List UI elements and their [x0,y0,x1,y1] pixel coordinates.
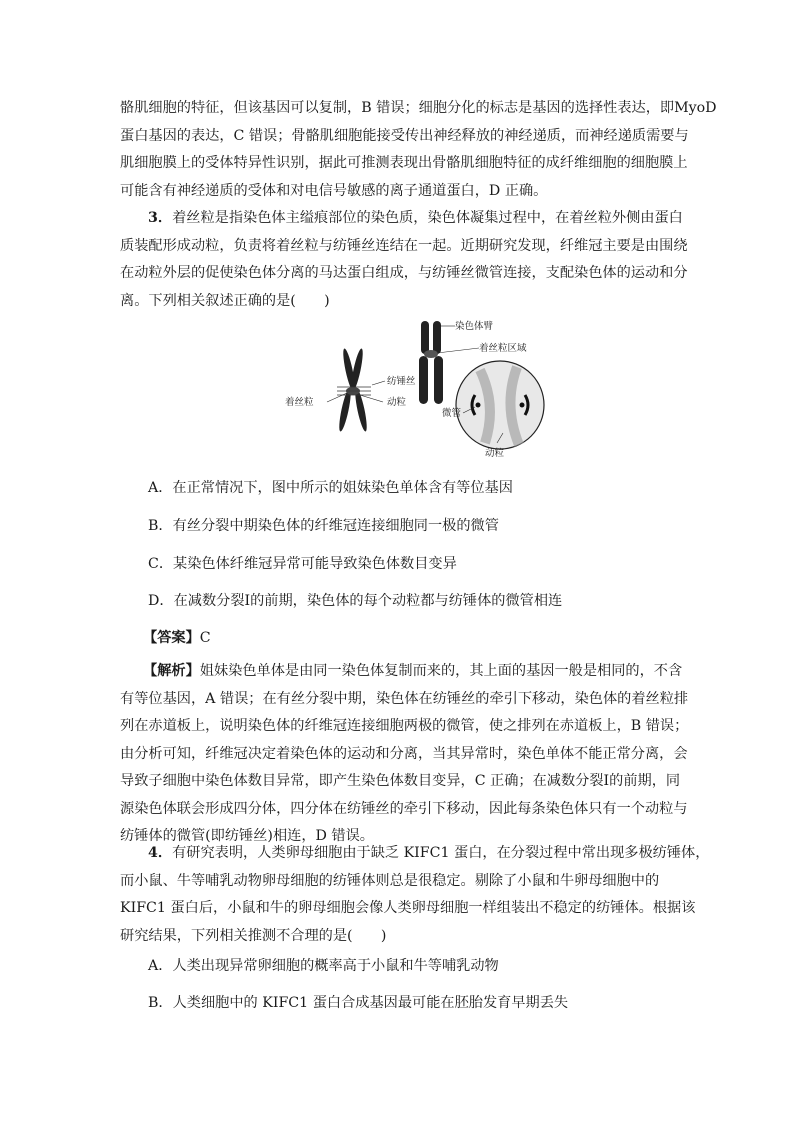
stem-line: 研究结果，下列相关推测不合理的是( ) [120,927,387,944]
stem-line: 着丝粒是指染色体主缢痕部位的染色质，染色体凝集过程中，在着丝粒外侧由蛋白 [172,210,683,226]
prev-analysis-line: 可能含有神经递质的受体和对电信号敏感的离子通道蛋白，D 正确。 [120,182,548,199]
chromosome-diagram [275,315,555,465]
label-centromere-region: 着丝粒区域 [479,343,527,354]
answer-value: C [199,630,211,646]
question-4-first-line [120,840,710,868]
label-centromere: 着丝粒 [285,397,314,408]
stem-line: 而小鼠、牛等哺乳动物卵母细胞的纺锤体则总是很稳定。剔除了小鼠和牛卵母细胞中的 [120,872,660,889]
stem-line: 质装配形成动粒，负责将着丝粒与纺锤丝连结在一起。近期研究发现，纤维冠主要是由围绕 [120,237,688,254]
stem-line: 有研究表明，人类卵母细胞由于缺乏 KIFC1 蛋白，在分裂过程中常出现多极纺锤体， [172,845,710,861]
magnified-view [456,361,544,449]
q3-analysis [120,658,689,851]
left-chromosome-drawing [337,348,371,432]
chromosome-diagram-svg [275,315,555,465]
question-number: 4． [148,845,173,861]
analysis-line: 由分析可知，纤维冠决定着染色体的运动和分离，当其异常时，染色单体不能正常分离，会 [120,745,688,762]
q3-option-d: D．在减数分裂Ⅰ的前期，染色体的每个动粒都与纺锤体的微管相连 [148,593,563,609]
analysis-label: 【解析】 [143,663,200,679]
prev-analysis-line: 肌细胞膜上的受体特异性识别，据此可推测表现出骨骼肌细胞特征的成纤维细胞的细胞膜上 [120,155,688,171]
prev-analysis [120,95,717,205]
q3-option-b: B．有丝分裂中期染色体的纤维冠连接细胞同一极的微管 [148,518,499,534]
stem-line: KIFC1 蛋白后，小鼠和牛的卵母细胞会像人类卵母细胞一样组装出不稳定的纺锤体。根据该 [120,900,696,916]
stem-line: 离。下列相关叙述正确的是( ) [120,292,330,309]
label-kinetochore-magnified: 动粒 [485,448,505,459]
question-number: 3． [148,210,173,226]
label-microtubule: 微管 [442,408,462,419]
analysis-line: 姐妹染色单体是由同一染色体复制而来的，其上面的基因一般是相同的，不含 [199,663,683,679]
analysis-line: 有等位基因，A 错误；在有丝分裂中期，染色体在纺锤丝的牵引下移动，染色体的着丝粒排 [120,690,689,707]
question-3-stem [120,205,688,315]
q3-option-c: C．某染色体纤维冠异常可能导致染色体数目变异 [148,556,457,572]
label-kinetochore: 动粒 [387,397,407,408]
label-spindle-fiber: 纺锤丝 [387,376,416,387]
label-chromosome-arm: 染色体臂 [455,321,494,332]
right-chromosome-drawing [419,321,443,404]
question-3-first-line [120,205,683,233]
question-4-stem [120,840,710,950]
q3-answer [143,627,211,647]
prev-analysis-line: 骼肌细胞的特征，但该基因可以复制，B 错误；细胞分化的标志是基因的选择性表达，即MyoD [120,100,717,116]
analysis-first-line [120,658,683,686]
analysis-line: 导致子细胞中染色体数目异常，即产生染色体数目变异，C 正确；在减数分裂Ⅰ的前期，同 [120,773,681,789]
stem-line: 在动粒外层的促使染色体分离的马达蛋白组成，与纺锤丝微管连接，支配染色体的运动和分 [120,265,688,281]
analysis-line: 列在赤道板上，说明染色体的纤维冠连接细胞两极的微管，使之排列在赤道板上，B 错误； [120,718,689,734]
q4-option-a: A．人类出现异常卵细胞的概率高于小鼠和牛等哺乳动物 [148,958,499,974]
q4-option-b: B．人类细胞中的 KIFC1 蛋白合成基因最可能在胚胎发育早期丢失 [148,995,569,1011]
q3-option-a: A．在正常情况下，图中所示的姐妹染色单体含有等位基因 [148,480,513,496]
prev-analysis-line: 蛋白基因的表达，C 错误；骨骼肌细胞能接受传出神经释放的神经递质，而神经递质需要与 [120,127,689,144]
analysis-line: 纺锤体的微管(即纺锤丝)相连，D 错误。 [120,828,374,844]
answer-label: 【答案】 [143,630,200,646]
analysis-line: 源染色体联会形成四分体，四分体在纺锤丝的牵引下移动，因此每条染色体只有一个动粒与 [120,800,688,817]
